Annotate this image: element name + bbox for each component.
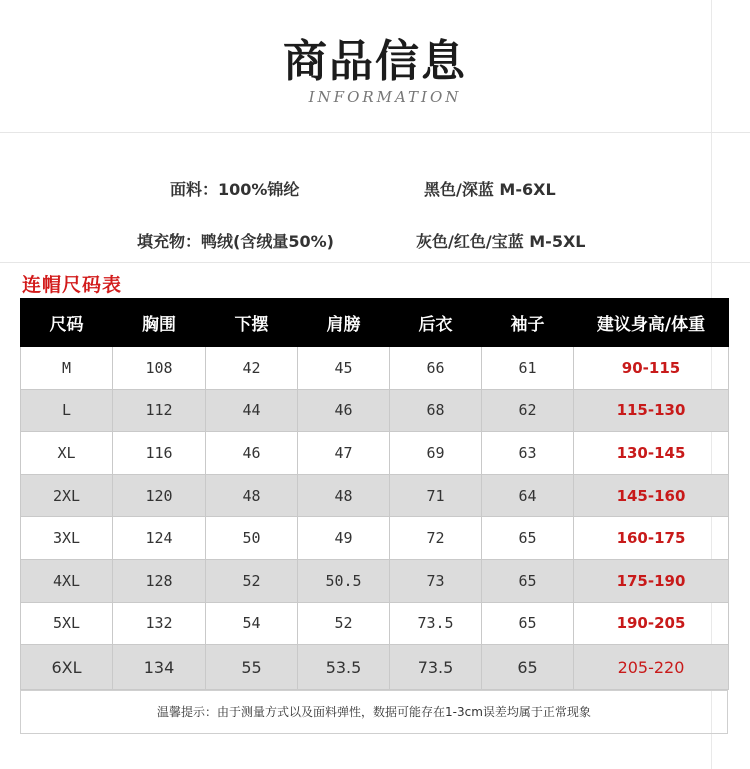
cell-sleeve: 63: [482, 432, 574, 475]
table-row: [21, 645, 729, 690]
cell-hem: 50: [206, 517, 298, 560]
cell-recommendation: 90-115: [574, 347, 729, 390]
table-row: [21, 560, 729, 603]
cell-shoulder: 49: [298, 517, 390, 560]
cell-shoulder: 47: [298, 432, 390, 475]
cell-sleeve: 65: [482, 645, 574, 690]
table-row: [21, 517, 729, 560]
cell-shoulder: 45: [298, 347, 390, 390]
table-row: [21, 347, 729, 390]
cell-back-length: 69: [390, 432, 482, 475]
cell-shoulder: 50.5: [298, 560, 390, 603]
color-sizes-2: 灰色/红色/宝蓝 M-5XL: [416, 232, 586, 251]
cell-shoulder: 53.5: [298, 645, 390, 690]
table-row: [21, 389, 729, 432]
cell-hem: 42: [206, 347, 298, 390]
page-subtitle: INFORMATION: [308, 88, 462, 106]
cell-hem: 48: [206, 474, 298, 517]
cell-recommendation: 145-160: [574, 474, 729, 517]
cell-recommendation: 160-175: [574, 517, 729, 560]
cell-recommendation: 115-130: [574, 389, 729, 432]
cell-hem: 54: [206, 602, 298, 645]
cell-sleeve: 64: [482, 474, 574, 517]
cell-hem: 44: [206, 389, 298, 432]
column-header-size: 尺码: [21, 299, 113, 347]
cell-chest: 134: [113, 645, 206, 690]
cell-sleeve: 62: [482, 389, 574, 432]
cell-size: L: [21, 389, 113, 432]
cell-chest: 128: [113, 560, 206, 603]
page-title: 商品信息: [283, 36, 467, 87]
cell-recommendation: 130-145: [574, 432, 729, 475]
cell-chest: 112: [113, 389, 206, 432]
cell-sleeve: 65: [482, 560, 574, 603]
cell-chest: 124: [113, 517, 206, 560]
filling-info: 填充物：鸭绒(含绒量50%): [137, 232, 334, 251]
cell-sleeve: 65: [482, 517, 574, 560]
cell-back-length: 73: [390, 560, 482, 603]
cell-hem: 55: [206, 645, 298, 690]
table-row: [21, 474, 729, 517]
material-info: 面料：100%锦纶: [170, 180, 300, 199]
cell-back-length: 66: [390, 347, 482, 390]
column-header-chest: 胸围: [113, 299, 206, 347]
cell-recommendation: 205-220: [574, 645, 729, 690]
page-header: [0, 34, 750, 106]
cell-size: 5XL: [21, 602, 113, 645]
cell-sleeve: 65: [482, 602, 574, 645]
column-header-shoulder: 肩膀: [298, 299, 390, 347]
measurement-note: 温馨提示：由于测量方式以及面料弹性，数据可能存在1-3cm误差均属于正常现象: [20, 690, 728, 734]
cell-recommendation: 190-205: [574, 602, 729, 645]
cell-size: 3XL: [21, 517, 113, 560]
cell-back-length: 68: [390, 389, 482, 432]
cell-size: 2XL: [21, 474, 113, 517]
cell-shoulder: 46: [298, 389, 390, 432]
cell-hem: 46: [206, 432, 298, 475]
cell-chest: 120: [113, 474, 206, 517]
cell-size: M: [21, 347, 113, 390]
column-header-hem: 下摆: [206, 299, 298, 347]
divider: [0, 132, 750, 133]
color-sizes-1: 黑色/深蓝 M-6XL: [424, 180, 556, 199]
column-header-sleeve: 袖子: [482, 299, 574, 347]
table-header-row: [21, 299, 729, 347]
size-chart-title: 连帽尺码表: [22, 274, 123, 296]
cell-sleeve: 61: [482, 347, 574, 390]
cell-size: XL: [21, 432, 113, 475]
cell-chest: 108: [113, 347, 206, 390]
cell-shoulder: 52: [298, 602, 390, 645]
cell-chest: 116: [113, 432, 206, 475]
cell-back-length: 72: [390, 517, 482, 560]
column-header-recommendation: 建议身高/体重: [574, 299, 729, 347]
cell-back-length: 73.5: [390, 602, 482, 645]
cell-recommendation: 175-190: [574, 560, 729, 603]
cell-size: 4XL: [21, 560, 113, 603]
column-header-back-length: 后衣: [390, 299, 482, 347]
cell-shoulder: 48: [298, 474, 390, 517]
cell-back-length: 71: [390, 474, 482, 517]
cell-hem: 52: [206, 560, 298, 603]
cell-back-length: 73.5: [390, 645, 482, 690]
size-chart-table: [20, 298, 729, 690]
table-row: [21, 602, 729, 645]
cell-chest: 132: [113, 602, 206, 645]
cell-size: 6XL: [21, 645, 113, 690]
divider: [0, 262, 750, 263]
table-row: [21, 432, 729, 475]
